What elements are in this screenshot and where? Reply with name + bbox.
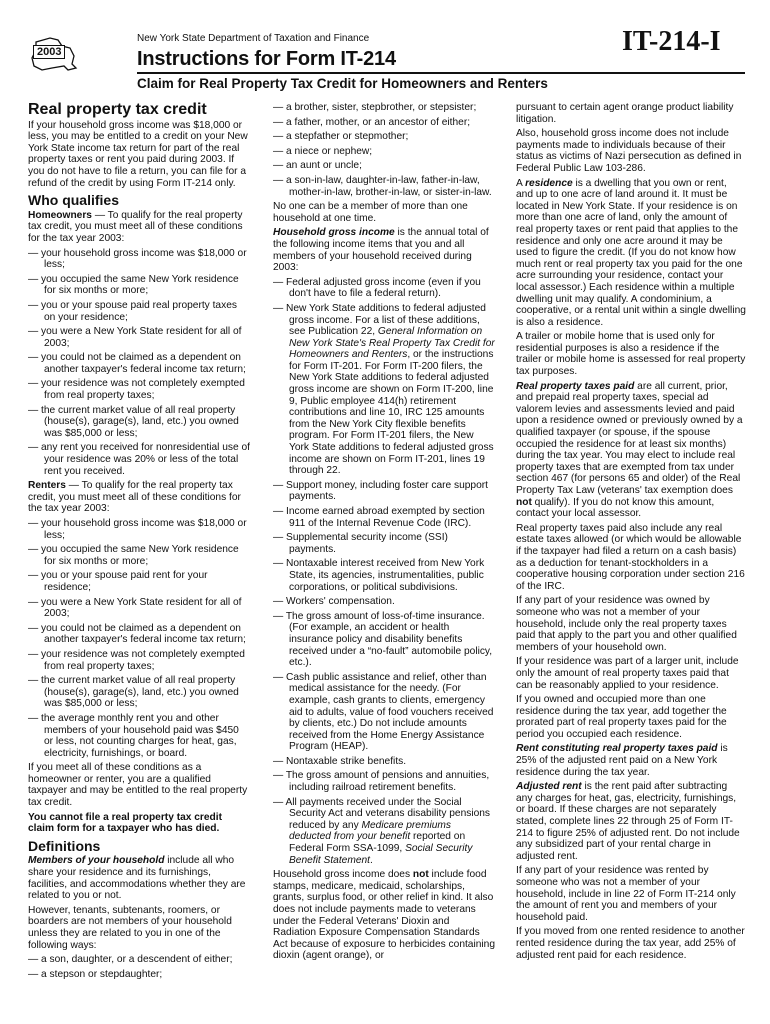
page-title: Instructions for Form IT-214 — [137, 48, 396, 70]
list-item: — your household gross income was $18,000 or less; — [28, 247, 247, 271]
list-item: — a niece or nephew; — [273, 145, 373, 157]
paragraph-qualified: If you meet all of these conditions as a homeowner or renter, you are a qualified taxpayer and may be entitled to the real property tax credit. — [28, 762, 248, 809]
column-3 — [516, 102, 746, 964]
list-item: — you or your spouse paid real property taxes on your residence; — [28, 299, 237, 323]
header-divider — [137, 72, 745, 74]
list-item: — you were a New York State resident for all of 2003; — [28, 326, 242, 349]
rent-label: Rent constituting real property taxes paid — [516, 743, 718, 755]
residence-label: residence — [525, 177, 573, 189]
list-item: — Supplemental security income (SSI) payments. — [273, 532, 448, 555]
residence-text-cont: is a dwelling that you own or rent, and up to one acre of land around it. It must be located in New York State. If your residence is on more than one acre of land, only the amount of real property taxes or rent paid that applies to the residence and only one acre around it may be used to figure the credit. (If you do not know how much rent or real property tax you paid for the one acre surrounding your residence, contact your local assessor.) Each residence within a multiple dwelling unit may qualify. A condominium, a cooperative, or a rental unit within a single dwelling is also a residence. — [516, 177, 746, 328]
list-item: — an aunt or uncle; — [273, 160, 362, 172]
list-item: — you occupied the same New York residence for six months or more; — [28, 273, 239, 297]
list-item: — Nontaxable strike benefits. — [273, 755, 407, 767]
list-item: — any rent you received for nonresidential use of your residence was 20% or less of the total rent you received. — [28, 442, 250, 477]
rpt-not: not — [516, 496, 532, 508]
paragraph-larger-unit: If your residence was part of a larger unit, include only the amount of real property taxes paid that can be reasonably applied to your residence. — [516, 656, 739, 691]
list-item: — a stepfather or stepmother; — [273, 131, 409, 143]
list-item: — Cash public assistance and relief, other than medical assistance for the needy. (For example, cash grants to clients, emergency aid to adults, value of food vouchers received by clients, etc.) Do not include amounts received from the Home Energy Assistance Program (HEAP). — [273, 671, 494, 753]
paragraph-cooperative: Real property taxes paid also include any real estate taxes allowed (or which would be allowable if the taxpayer had filed a return on a cash basis) as a deduction for tenant-stockholders in a cooperative housing corporation under section 216 of the IRC. — [516, 522, 745, 592]
list-item: — The gross amount of loss-of-time insurance. (For example, an accident or health insurance policy and disability benefits received under a “no-fault” automobile policy, etc.). — [273, 610, 493, 669]
hgi-label: Household gross income — [273, 227, 395, 239]
ss-text-3: . — [369, 854, 373, 866]
column-1 — [28, 102, 250, 983]
ss-text: — All payments received under the Social Security Act and veterans disability pensions reduced by any — [273, 796, 491, 831]
heading-who-qualifies: Who qualifies — [28, 192, 119, 209]
paragraph-tenants: However, tenants, subtenants, roomers, or boarders are not members of your household unless they are related to you in one of the following ways: — [28, 904, 232, 951]
rpt-text: are all current, prior, and prepaid real property taxes, special ad valorem levies and assessments levied and paid upon a residence owned or previously owned by a qualified taxpayer (or spouse, if the spouse occupied the residence for at least six months) during the tax year. You may elect to include real property taxes that are exempted from tax under section 467 (for persons 65 and older) of the Real Property Tax Law (veterans' tax exemption does — [516, 380, 743, 496]
list-item: — the current market value of all real property (house(s), garage(s), land, etc.) you owned was $85,000 or less; — [28, 675, 239, 710]
page-subtitle: Claim for Real Property Tax Credit for Homeowners and Renters — [137, 76, 548, 91]
agency-name: New York State Department of Taxation and Finance — [137, 33, 370, 44]
list-item: — a stepson or stepdaughter; — [28, 968, 163, 980]
ss-text-2: reported on Federal Form SSA-1099, — [289, 831, 466, 855]
list-item: — you or your spouse paid rent for your residence; — [28, 570, 208, 593]
list-item: — The gross amount of pensions and annuities, including railroad retirement benefits. — [273, 770, 490, 794]
adjusted-rent-label: Adjusted rent — [516, 781, 582, 793]
residence-text: A — [516, 177, 526, 189]
list-item: — a son, daughter, or a descendent of either; — [28, 954, 233, 966]
paragraph-homeowners — [28, 210, 250, 245]
paragraph-exclusions — [273, 869, 495, 962]
list-item: — Support money, including foster care support payments. — [273, 479, 488, 503]
list-item: — the current market value of all real property (house(s), garage(s), land, etc.) you owned was $85,000 or less; — [28, 404, 239, 439]
ss-medicare-text: Medicare premiums deducted from your benefit — [289, 819, 451, 843]
list-item: — Income earned abroad exempted by section 911 of the Internal Revenue Code (IRC). — [273, 506, 485, 529]
paragraph-credit: If your household gross income was $18,000 or less, you may be entitled to a credit on your New York State income tax return for part of the real property taxes or rent you paid during 2003. If you do not have to file a return, you can file for a refund of the credit by using Form IT-214 only. — [28, 119, 248, 189]
list-item: — a father, mother, or an ancestor of either; — [273, 116, 471, 128]
paragraph-nazi-persecution: Also, household gross income does not include payments made to individuals because of their status as victims of Nazi persecution as defined in Federal Public Law 103-286. — [516, 128, 742, 174]
heading-real-property-tax-credit: Real property tax credit — [28, 101, 207, 118]
homeowner-conditions-list — [28, 248, 250, 478]
rpt-label: Real property taxes paid — [516, 380, 635, 392]
form-header — [0, 0, 770, 96]
ss-statement-title: Social Security Benefit Statement — [289, 843, 473, 866]
list-item: — Nontaxable interest received from New York State, its agencies, instrumentalities, public corporations, or political subdivisions. — [273, 558, 485, 593]
renters-text: — To qualify for the real property tax credit, you must meet all of these conditions for the tax year 2003: — [28, 480, 241, 515]
homeowners-label: Homeowners — [28, 209, 92, 221]
paragraph-trailer: A trailer or mobile home that is used only for residential purposes is also a residence if the trailer or mobile home is assessed for real property tax purposes. — [516, 331, 746, 378]
list-item: — a son-in-law, daughter-in-law, father-in-law, mother-in-law, brother-in-law, or sister-in-law. — [273, 174, 492, 198]
list-item — [273, 797, 495, 867]
list-item: — Workers' compensation. — [273, 596, 395, 608]
paragraph-moved: If you moved from one rented residence to another rented residence during the tax year, add 25% of adjusted rent paid for each residence. — [516, 926, 745, 961]
rpt-text-cont: qualify). If you do not know this amount, contact your local assessor. — [516, 496, 715, 520]
paragraph-agent-orange: pursuant to certain agent orange product liability litigation. — [516, 102, 734, 125]
list-item: — your residence was not completely exempted from real property taxes; — [28, 378, 245, 402]
publication-title: General Information on New York State's Real Property Tax Credit for Homeowners and Renters — [289, 326, 495, 361]
list-item: — a brother, sister, stepbrother, or stepsister; — [273, 102, 477, 113]
paragraph-multiple-residences: If you owned and occupied more than one residence during the tax year, add together the prorated part of real property taxes paid for the period you occupied each residence. — [516, 694, 727, 740]
renters-label: Renters — [28, 480, 66, 492]
paragraph-household-members — [28, 855, 250, 901]
list-item: — you were a New York State resident for all of 2003; — [28, 596, 242, 620]
paragraph-renters — [28, 480, 250, 515]
list-item: — Federal adjusted gross income (even if you don't have to file a federal return). — [273, 276, 481, 300]
homeowners-text: — To qualify for the real property tax credit, you must meet all of these conditions for the tax year 2003: — [28, 209, 243, 244]
paragraph-adjusted-rent — [516, 781, 746, 862]
paragraph-rent-constituting — [516, 743, 746, 778]
paragraph-residence — [516, 178, 746, 329]
paragraph-one-household: No one can be a member of more than one household at one time. — [273, 201, 468, 224]
list-item: — the average monthly rent you and other members of your household paid was $450 or less, not counting charges for heat, gas, electricity, furnishings, or board. — [28, 712, 239, 759]
nys-additions-text: — New York State additions to federal adjusted gross income. For a list of these additions, see Publication 22, — [273, 302, 486, 338]
tax-year-badge: 2003 — [33, 45, 65, 59]
paragraph-rented-by-other: If any part of your residence was rented by someone who was not a member of your household, include in line 22 of Form IT-214 only the amount of rent you and members of your household paid. — [516, 865, 736, 923]
list-item: — you occupied the same New York residence for six months or more; — [28, 544, 239, 567]
form-number: IT-214-I — [622, 26, 721, 57]
adjusted-rent-text: is the rent paid after subtracting any charges for heat, gas, electricity, furnishings, or board. If these charges are not separately stated, complete lines 22 through 25 of Form IT-214 to figure 25% of adjusted rent. Do not include any subsidized part of your rental charge in adjusted rent. — [516, 781, 740, 862]
list-item: — your residence was not completely exempted from real property taxes; — [28, 648, 245, 672]
members-label: Members of your household — [28, 855, 165, 867]
hgi-text: is the annual total of the following income items that you and all members of your household received during 2003: — [273, 227, 489, 274]
paragraph-real-property-taxes — [516, 381, 746, 520]
paragraph-household-gross-income — [273, 227, 495, 273]
list-item: — your household gross income was $18,000 or less; — [28, 518, 247, 541]
renter-conditions-list — [28, 518, 250, 759]
list-item: — you could not be claimed as a dependent on another taxpayer's federal income tax return; — [28, 352, 246, 375]
exclusions-text-cont: include food stamps, medicare, medicaid, scholarships, grants, surplus food, or other relief in kind. It also does not include payments made to veterans under the Federal Veterans' Dioxin and Radiation Exposure Compensation Standards Act because of exposure to herbicides containing dioxin (agent orange), or — [273, 869, 496, 962]
paragraph-partial-ownership: If any part of your residence was owned by someone who was not a member of your household, include only the real property taxes paid that apply to the part you and other qualified members of your household own. — [516, 595, 737, 653]
column-2 — [273, 102, 495, 965]
rent-text: is 25% of the adjusted rent paid on a New York residence during the tax year. — [516, 743, 728, 778]
exclusions-not: not — [412, 869, 429, 881]
exclusions-text: Household gross income does — [273, 869, 413, 881]
nys-additions-text-cont: , or the instructions for Form IT-201. For Form IT-200 filers, the New York State additions to federal adjusted gross income are shown on Form IT-200, line 9, Public employee 414(h) retirement contributions and line 10, IRC 125 amounts from the New York City flexible benefits program. For Form IT-201 filers, the New York State additions to federal adjusted gross income are shown on Form IT-201, lines 19 through 22. — [289, 349, 494, 477]
list-item — [273, 303, 495, 477]
heading-definitions: Definitions — [28, 837, 101, 854]
list-item: — you could not be claimed as a dependent on another taxpayer's federal income tax return; — [28, 622, 246, 646]
members-text: include all who share your residence and its furnishings, facilities, and accommodations whether they are related to you or not. — [28, 855, 246, 902]
paragraph-deceased-warning: You cannot file a real property tax credit claim form for a taxpayer who has died. — [28, 811, 222, 835]
